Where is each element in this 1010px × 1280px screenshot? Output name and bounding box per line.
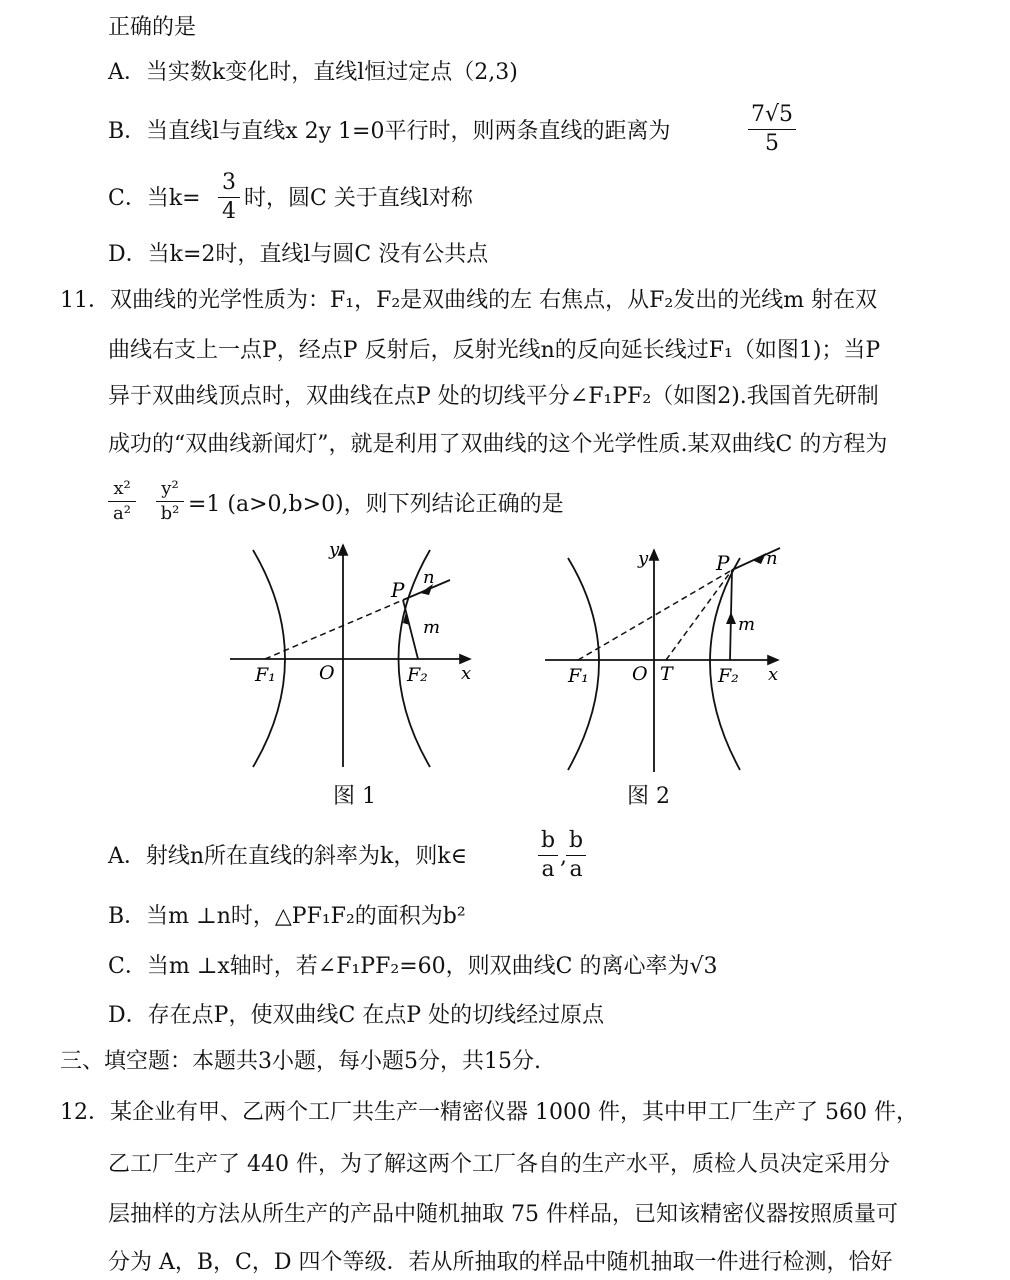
option-10c-post: 时，圆C 关于直线l对称 bbox=[244, 186, 473, 211]
comma: , bbox=[560, 844, 567, 869]
fraction-numerator: 3 bbox=[222, 170, 236, 195]
question-11-line2: 曲线右支上一点P，经点P 反射后，反射光线n的反向延长线过F₁（如图1)；当P bbox=[108, 338, 881, 363]
option-10d: D．当k=2时，直线l与圆C 没有公共点 bbox=[108, 242, 489, 267]
fraction-k bbox=[218, 172, 240, 223]
dashed-line bbox=[265, 600, 403, 659]
label-F1: F₁ bbox=[568, 665, 589, 687]
label-n: n bbox=[766, 548, 778, 569]
label-x: x bbox=[461, 663, 472, 684]
fraction-b-a-2 bbox=[566, 830, 586, 881]
question-12-line1: 12．某企业有甲、乙两个工厂共生产一精密仪器 1000 件，其中甲工厂生产了 560 件， bbox=[60, 1100, 918, 1125]
option-11c: C．当m ⊥x轴时，若∠F₁PF₂=60，则双曲线C 的离心率为√3 bbox=[108, 954, 718, 979]
fraction-numerator: b bbox=[540, 828, 556, 853]
label-O: O bbox=[319, 662, 335, 684]
dashed-line-TP bbox=[666, 570, 732, 660]
label-F2: F₂ bbox=[407, 664, 428, 686]
label-P: P bbox=[716, 551, 730, 575]
fraction-numerator: 7√5 bbox=[750, 102, 793, 127]
dashed-line-F1P bbox=[578, 570, 732, 660]
fraction-distance bbox=[748, 104, 796, 155]
line-intro: 正确的是 bbox=[108, 15, 197, 40]
question-12-line3: 层抽样的方法从所生产的产品中随机抽取 75 件样品，已知该精密仪器按照质量可 bbox=[108, 1202, 898, 1227]
figure-1-caption: 图 1 bbox=[333, 784, 376, 809]
figure-2-caption: 图 2 bbox=[627, 784, 670, 809]
label-y: y bbox=[329, 539, 340, 560]
fraction-denominator: b² bbox=[160, 503, 180, 524]
label-P: P bbox=[391, 578, 405, 602]
label-F1: F₁ bbox=[255, 664, 276, 686]
figure-2-hyperbola bbox=[540, 540, 790, 780]
fraction-denominator: a bbox=[541, 857, 555, 882]
fraction-b-a-1 bbox=[538, 830, 558, 881]
option-11b: B．当m ⊥n时，△PF₁F₂的面积为b² bbox=[108, 904, 466, 929]
figure-1-hyperbola bbox=[225, 535, 485, 775]
label-x: x bbox=[768, 664, 779, 685]
question-11-line1: 11．双曲线的光学性质为：F₁，F₂是双曲线的左 右焦点，从F₂发出的光线m 射在双 bbox=[60, 288, 878, 313]
left-branch bbox=[568, 558, 599, 770]
label-F2: F₂ bbox=[718, 665, 739, 687]
label-n: n bbox=[423, 567, 435, 588]
question-12-line2: 乙工厂生产了 440 件，为了解这两个工厂各自的生产水平，质检人员决定采用分 bbox=[108, 1152, 890, 1177]
fraction-denominator: a bbox=[569, 857, 583, 882]
question-11-line3: 异于双曲线顶点时，双曲线在点P 处的切线平分∠F₁PF₂（如图2).我国首先研制 bbox=[108, 384, 879, 409]
fraction-y2-b2 bbox=[156, 480, 184, 523]
label-O: O bbox=[632, 663, 648, 685]
fraction-numerator: y² bbox=[161, 478, 179, 499]
option-10c-pre: C．当k= bbox=[108, 186, 201, 211]
section-3-heading: 三、填空题：本题共3小题，每小题5分，共15分. bbox=[60, 1049, 541, 1074]
question-12-line4: 分为 A，B，C，D 四个等级．若从所抽取的样品中随机抽取一件进行检测，恰好 bbox=[108, 1250, 893, 1275]
fraction-numerator: b bbox=[568, 828, 584, 853]
label-T: T bbox=[660, 663, 673, 685]
fraction-denominator: 4 bbox=[222, 199, 236, 224]
fraction-denominator: a² bbox=[113, 503, 131, 524]
right-branch bbox=[710, 558, 740, 770]
option-10b: B．当直线l与直线x 2y 1=0平行时，则两条直线的距离为 bbox=[108, 119, 671, 144]
option-11a: A．射线n所在直线的斜率为k，则k∈ bbox=[108, 844, 468, 869]
equation-tail: =1 (a>0,b>0)，则下列结论正确的是 bbox=[188, 492, 564, 517]
label-m: m bbox=[738, 614, 756, 635]
option-10a: A．当实数k变化时，直线l恒过定点（2,3) bbox=[108, 60, 518, 85]
ray-m bbox=[403, 600, 418, 659]
fraction-numerator: x² bbox=[113, 478, 131, 499]
fraction-denominator: 5 bbox=[765, 131, 779, 156]
fraction-x2-a2 bbox=[108, 480, 136, 523]
label-y: y bbox=[638, 548, 649, 569]
label-m: m bbox=[423, 617, 441, 638]
option-11d: D．存在点P，使双曲线C 在点P 处的切线经过原点 bbox=[108, 1003, 605, 1028]
question-11-line4: 成功的“双曲线新闻灯”，就是利用了双曲线的这个光学性质.某双曲线C 的方程为 bbox=[108, 432, 888, 457]
